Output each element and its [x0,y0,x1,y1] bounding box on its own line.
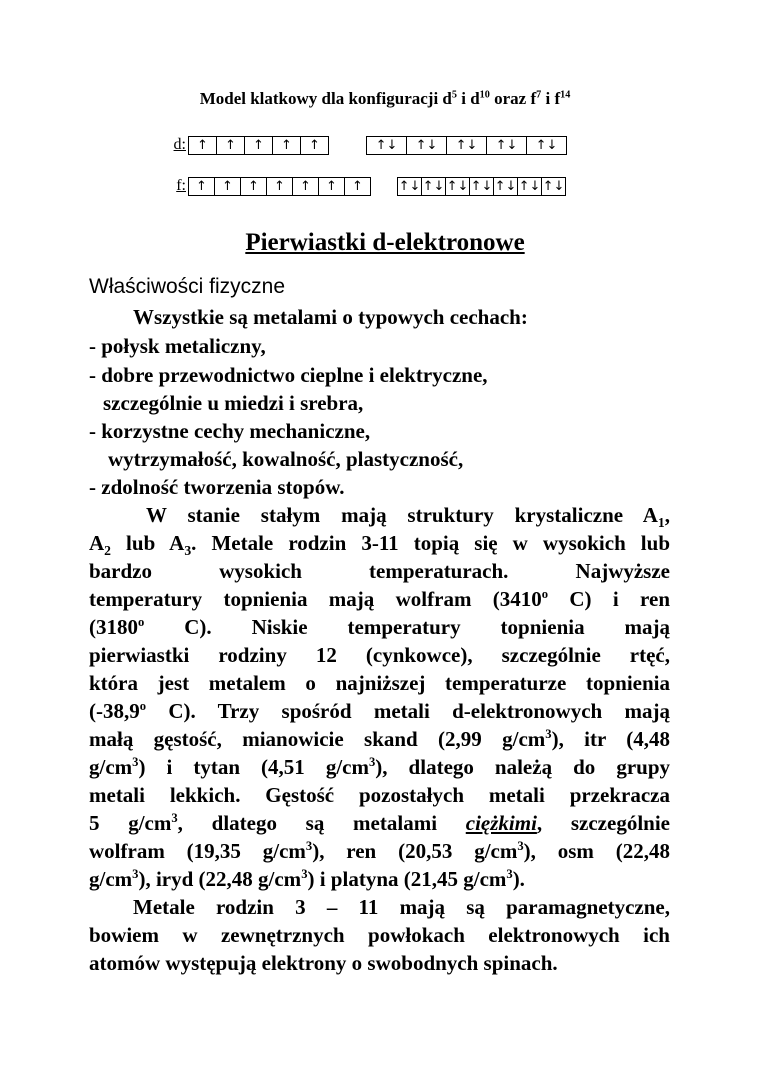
orbital-box: ↑ [293,178,319,195]
bullet-item: - zdolność tworzenia stopów. [89,475,345,499]
orbital-label-d: d: [173,136,186,153]
paragraph-line: która jest metalem o najniższej temperaturze topnienia [89,671,670,695]
orbital-box: ↑ [273,137,301,154]
page-title: Pierwiastki d-elektronowe [245,229,525,256]
bullet-continuation: szczególnie u miedzi i srebra, [103,391,364,415]
orbital-row-d [164,135,567,155]
intro-text: Wszystkie są metalami o typowych cechach: [133,305,528,329]
orbital-box: ↑↓ [518,178,541,194]
paragraph-line: temperatury topnienia mają wolfram (3410$^o$ C) i ren [89,587,670,611]
paragraph-line: $g/cm^3$), iryd (22,48 $g/cm^3$) i platyna (21,45 $g/cm^3$). [89,867,525,891]
paragraph-line: pierwiastki rodziny 12 (cynkowce), szczególnie rtęć, [89,643,670,667]
orbital-group-d10 [366,136,567,155]
orbital-box: ↑ [319,178,345,195]
orbital-box: ↑↓ [494,178,517,194]
paragraph-line: bowiem w zewnętrznych powłokach elektronowych ich [89,923,670,947]
orbital-group-f14 [397,177,566,196]
orbital-box: ↑↓ [398,178,421,194]
orbital-row-f [164,176,566,196]
orbital-box: ↑↓ [446,178,469,194]
paragraph-line: Metale rodzin 3 – 11 mają są paramagnetyczne, [133,895,670,919]
paragraph-line: $g/cm^3$) i tytan (4,51 $g/cm^3$), dlatego należą do grupy [89,755,670,779]
bullet-item: - korzystne cechy mechaniczne, [89,419,371,443]
bullet-item: - połysk metaliczny, [89,334,266,358]
paragraph-line: atomów występują elektrony o swobodnych spinach. [89,951,558,975]
orbital-box: ↑ [267,178,293,195]
orbital-box: ↑↓ [487,137,527,154]
orbital-group-f7 [188,177,371,196]
paragraph-line: wolfram (19,35 $g/cm^3$), ren (20,53 $g/cm^3$), osm (22,48 [89,839,670,863]
paragraph-line: 5 $g/cm^3$, dlatego są metalami ciężkimi, szczególnie [89,811,670,835]
orbital-box: ↑ [217,137,245,154]
orbital-box: ↑↓ [470,178,493,194]
paragraph-line: metali lekkich. Gęstość pozostałych metali przekracza [89,783,670,807]
paragraph-line: (-38,9$^o$ C). Trzy spośród metali d-elektronowych mają [89,699,670,723]
bullet-continuation: wytrzymałość, kowalność, plastyczność, [108,447,464,471]
orbital-box: ↑↓ [422,178,445,194]
orbital-box: ↑ [352,178,363,194]
orbital-box: ↑ [189,137,217,154]
orbital-box: ↑ [241,178,267,195]
paragraph-line: bardzo wysokich temperaturach. Najwyższe [89,559,670,583]
paragraph-line: małą gęstość, mianowicie skand (2,99 $g/cm^3$), itr (4,48 [89,727,670,751]
orbital-box: ↑ [189,178,215,195]
orbital-box: ↑ [245,137,273,154]
paragraph-line: (3180$^o$ C). Niskie temperatury topnienia mają [89,615,670,639]
diagram-caption: Model klatkowy dla konfiguracji $d^5$ i $d^{10}$ oraz $f^7$ i $f^{14}$ [199,89,571,108]
orbital-group-d5 [188,136,329,155]
orbital-box: ↑↓ [407,137,447,154]
orbital-box: ↑↓ [542,178,565,194]
paragraph-line: $A_2$ lub $A_3$. Metale rodzin 3-11 topią się w wysokich lub [89,531,671,559]
orbital-box: ↑ [215,178,241,195]
orbital-box: ↑↓ [535,137,558,153]
paragraph-line: W stanie stałym mają struktury krystaliczne $A_1$, [146,503,670,531]
orbital-box: ↑↓ [447,137,487,154]
emphasis-heavy: ciężkimi [465,811,537,835]
orbital-box: ↑ [309,137,320,153]
orbital-label-f: f: [176,177,186,194]
bullet-item: - dobre przewodnictwo cieplne i elektryczne, [89,363,488,387]
orbital-box: ↑↓ [367,137,407,154]
section-heading: Właściwości fizyczne [89,275,286,298]
